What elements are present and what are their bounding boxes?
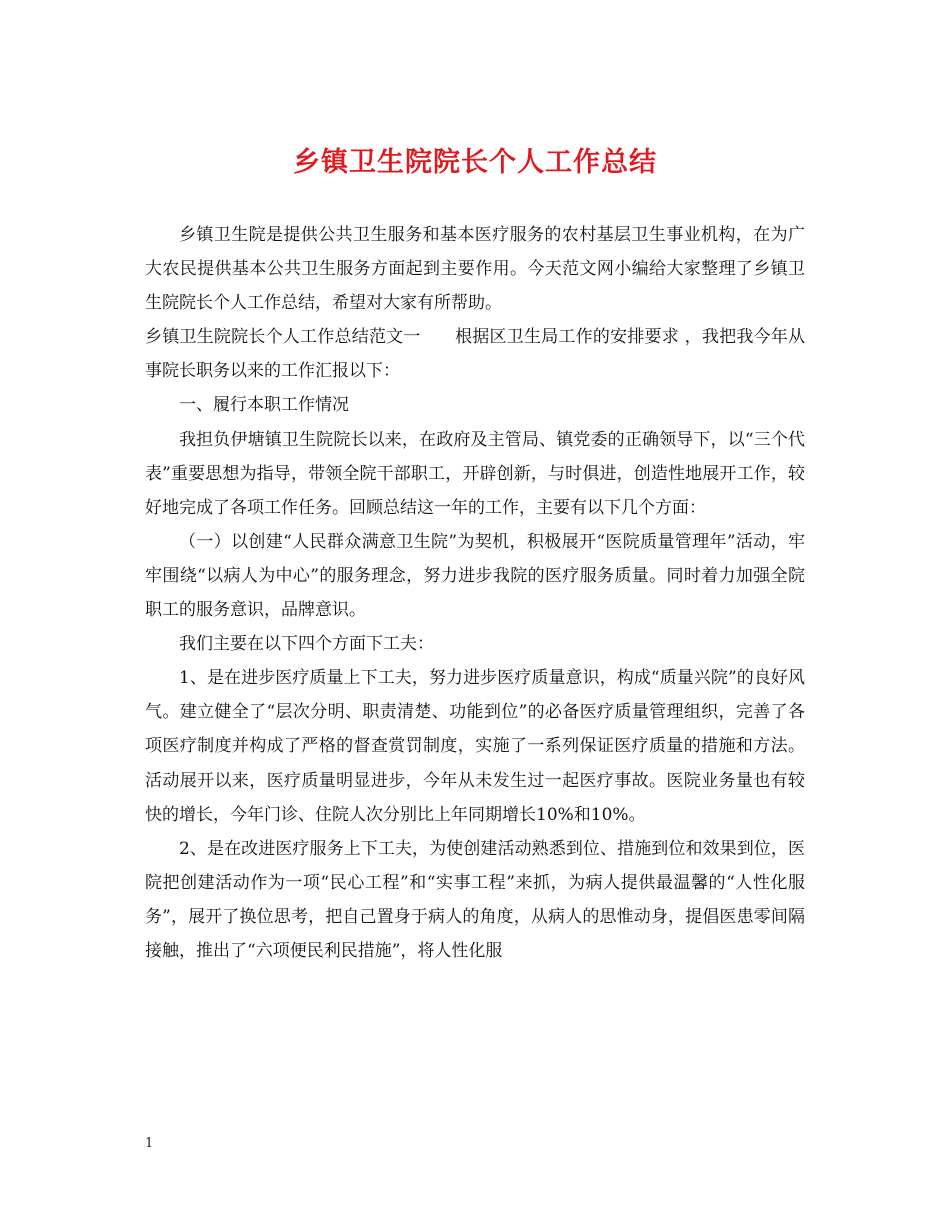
paragraph-quality-year: （一）以创建“人民群众满意卫生院”为契机，积极展开“医院质量管理年”活动，牢牢围绕“以病人为中心”的服务理念，努力进步我院的医疗服务质量。同时着力加强全院职工的服务意识，品牌意识。: [145, 531, 805, 621]
document-title: 乡镇卫生院院长个人工作总结: [293, 147, 657, 178]
paragraph-item-2: 2、是在改进医疗服务上下工夫，为使创建活动熟悉到位、措施到位和效果到位，医院把创建活动作为一项“民心工程”和“实事工程”来抓，为病人提供最温馨的“人性化服务”，展开了换位思考，把自己置身于病人的角度，从病人的思惟动身，提倡医患零间隔接触，推出了“六项便民利民措施”，将人性化服: [145, 838, 805, 961]
paragraph-intro: 乡镇卫生院是提供公共卫生服务和基本医疗服务的农村基层卫生事业机构，在为广大农民提供基本公共卫生服务方面起到主要作用。今天范文网小编给大家整理了乡镇卫生院院长个人工作总结，希望对大家有所帮助。: [145, 225, 805, 314]
page-number: 1: [145, 1136, 154, 1151]
paragraph-item-1: 1、是在进步医疗质量上下工夫，努力进步医疗质量意识，构成“质量兴院”的良好风气。建立健全了“层次分明、职责清楚、功能到位”的必备医疗质量管理组织，完善了各项医疗制度并构成了严格的督查赏罚制度，实施了一系列保证医疗质量的措施和方法。活动展开以来，医疗质量明显进步，今年从未发生过一起医疗事故。医院业务量也有较快的增长，今年门诊、住院人次分别比上年同期增长10%和10%。: [145, 668, 805, 825]
paragraph-sample-heading: 乡镇卫生院院长个人工作总结范文一 根据区卫生局工作的安排要求 ，我把我今年从事院长职务以来的工作汇报以下：: [145, 327, 805, 382]
document-body: [145, 218, 805, 968]
paragraph-four-aspects: 我们主要在以下四个方面下工夫：: [179, 634, 434, 655]
paragraph-overview: 我担负伊塘镇卫生院院长以来，在政府及主管局、镇党委的正确领导下，以“三个代表”重要思想为指导，带领全院干部职工，开辟创新，与时俱进，创造性地展开工作，较好地完成了各项工作任务。回顾总结这一年的工作，主要有以下几个方面：: [145, 429, 805, 518]
section-heading-duties: 一、履行本职工作情况: [179, 395, 349, 416]
